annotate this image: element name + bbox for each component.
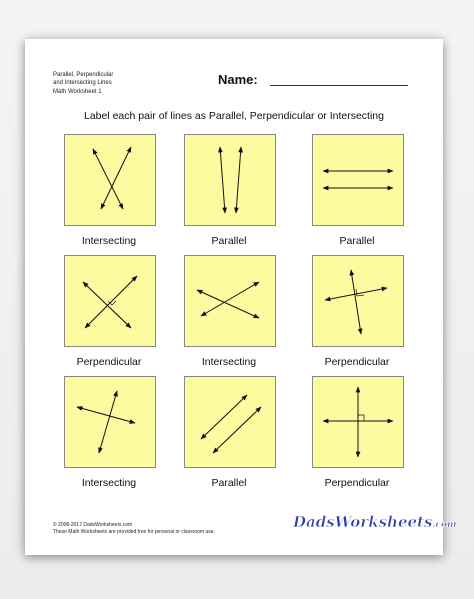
panel-1-label: Intersecting xyxy=(81,235,137,247)
title-line-2: and Intersecting Lines xyxy=(53,80,112,87)
panel-7 xyxy=(64,376,156,468)
logo-dads: Dads xyxy=(293,513,335,531)
panel-4-label: Perpendicular xyxy=(76,356,142,368)
svg-text:DadsWorksheets.com xyxy=(292,513,457,531)
panel-5-label: Intersecting xyxy=(201,356,257,368)
logo-suffix: .com xyxy=(432,520,457,530)
panel-8-lines xyxy=(185,377,275,467)
panel-6-lines xyxy=(313,256,403,346)
panel-6 xyxy=(312,255,404,347)
logo-worksheets: Worksheets xyxy=(334,513,433,531)
panel-6-label: Perpendicular xyxy=(324,356,390,368)
panel-9 xyxy=(312,376,404,468)
title-line-1: Parallel, Perpendicular xyxy=(53,72,114,78)
worksheet-title xyxy=(53,71,113,96)
panel-3 xyxy=(312,134,404,226)
title-line-3: Math Worksheet 1 xyxy=(53,88,102,95)
panel-1 xyxy=(64,134,156,226)
panel-3-label: Parallel xyxy=(339,235,375,247)
panel-2-lines xyxy=(185,135,275,225)
name-write-line xyxy=(270,85,408,86)
dadsworksheets-logo xyxy=(291,509,457,533)
panel-4-lines xyxy=(65,256,155,346)
footer xyxy=(53,522,215,535)
instruction-text: Label each pair of lines as Parallel, Perpendicular or Intersecting xyxy=(83,110,384,122)
panel-7-label: Intersecting xyxy=(81,477,137,489)
panel-2-label: Parallel xyxy=(211,235,247,247)
usage-notice: These Math Worksheets are provided free for personal or classroom use. xyxy=(53,528,215,535)
panel-4 xyxy=(64,255,156,347)
panel-8 xyxy=(184,376,276,468)
panel-7-lines xyxy=(65,377,155,467)
name-field xyxy=(218,71,408,89)
panel-9-lines xyxy=(313,377,403,467)
panel-3-lines xyxy=(313,135,403,225)
panel-1-lines xyxy=(65,135,155,225)
name-label: Name: xyxy=(218,72,258,87)
panel-2 xyxy=(184,134,276,226)
panel-5-lines xyxy=(185,256,275,346)
panel-5 xyxy=(184,255,276,347)
copyright-text: © 2008-2017 DadsWorksheets.com xyxy=(53,522,133,528)
worksheet-page xyxy=(25,39,457,555)
panel-8-label: Parallel xyxy=(211,477,247,489)
panel-9-label: Perpendicular xyxy=(324,477,390,489)
